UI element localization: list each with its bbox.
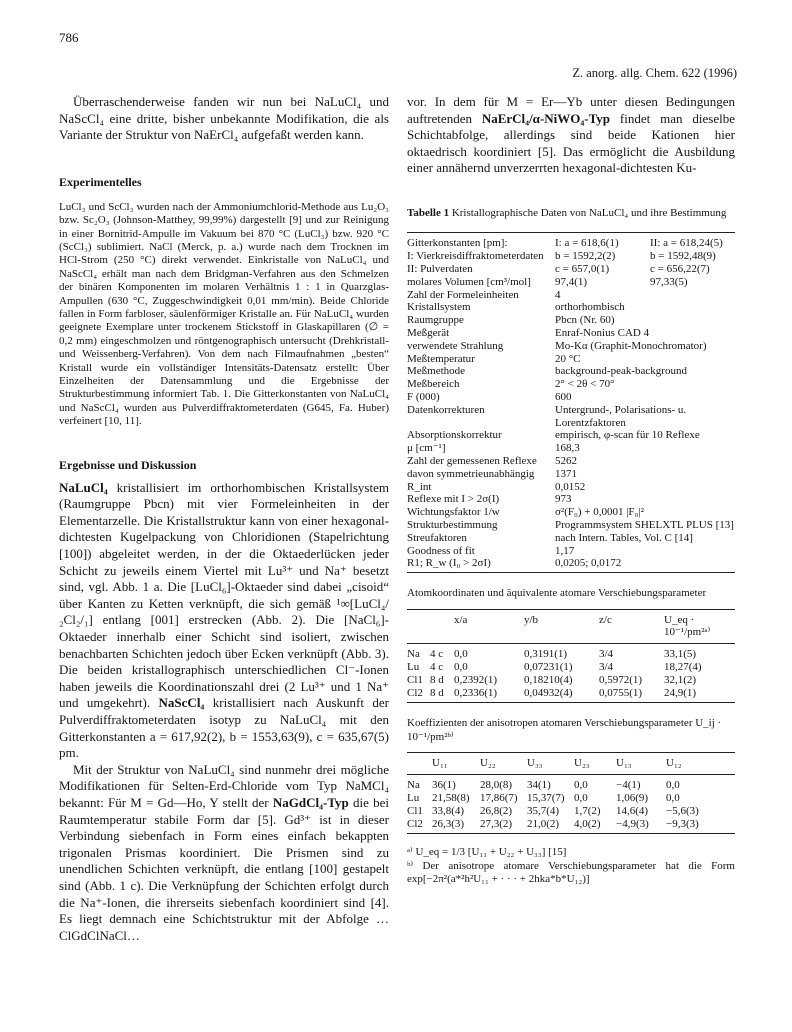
- param-value: 4: [555, 288, 561, 301]
- table-anisotropic-parameters: [407, 752, 735, 834]
- param-value: 1371: [555, 467, 577, 480]
- param-label: Reflexe mit I > 2σ(I): [407, 493, 500, 506]
- table3-caption: Koeffizienten der anisotropen atomaren Verschiebungsparameter U_ij · 10⁻¹/pm²ᵇ⁾: [407, 717, 722, 743]
- table-row: [407, 263, 735, 276]
- param-label: Absorptionskorrektur: [407, 429, 502, 442]
- table-cell: 0,07231(1): [524, 661, 573, 674]
- table-header-row: [407, 753, 735, 775]
- table-cell: 4 c: [430, 661, 444, 674]
- param-value-I: c = 657,0(1): [555, 263, 610, 276]
- table-row: [407, 644, 735, 661]
- table-row: [407, 545, 735, 558]
- param-value-I: 97,4(1): [555, 275, 588, 288]
- results-paragraph-2-a: Mit der Struktur von NaLuCl₄ sind nunmehr drei mögliche Modifikationen für Selten-Erd-Chloride vom Typ NaMCl₄ bekannt: Für M = Gd—Ho, Y stellt der: [59, 761, 389, 810]
- table-cell: 4 c: [430, 648, 444, 661]
- table-cell: 36(1): [432, 779, 456, 792]
- table-cell: 14,6(4): [616, 804, 649, 817]
- table-cell: Na: [407, 648, 420, 661]
- results-paragraph-2-b: die bei Raumtemperatur stabile Form dar [5]. Gd³⁺ ist in dieser Verbindung siebenfach in Form eines einfach bekappten trigonalen Prismas koordiniert. Die Prismen sind zu unendlichen Schichten verknüpft, die entlang [100] gestapelt sind (Abb. 1 c). Die Verknüpfung der Schichten erfolgt durch die Na⁺-Ionen, die ihrerseits siebenfach koordiniert sind [4]. Es liegt demnach eine Schichtstruktur mit der Abfolge …ClGdClNaCl…: [59, 794, 390, 943]
- footnote-b: ᵇ⁾ Der anisotrope atomare Verschiebungsparameter hat die Form exp[−2π²(a*²h²U₁₁ + · · · + 2hka*b*U₁₂)]: [407, 859, 735, 886]
- formula-nasccl4: NaScCl₄: [158, 695, 205, 711]
- table-cell: 15,37(7): [527, 792, 565, 805]
- naercl4-type: NaErCl₄/α-NiWO₄-Typ: [481, 110, 611, 126]
- table-cell: Na: [407, 779, 420, 792]
- table-cell: 3/4: [599, 661, 614, 674]
- left-column: [59, 94, 389, 944]
- column-header: y/b: [524, 609, 599, 644]
- table-cell: 0,0: [454, 661, 468, 674]
- table-cell: 8 d: [430, 687, 454, 703]
- table1-caption: [407, 207, 735, 221]
- param-value: Pbcn (Nr. 60): [555, 314, 615, 327]
- table-row: [407, 365, 735, 378]
- param-label: Meßgerät: [407, 327, 450, 340]
- column-header: U₂₃: [574, 753, 616, 775]
- table-row: [407, 506, 735, 519]
- table-row: [407, 276, 735, 289]
- param-value: background-peak-background: [555, 365, 687, 378]
- table-row: [407, 442, 735, 455]
- param-value-II: II: a = 618,24(5): [650, 233, 735, 250]
- experimental-paragraph: LuCl₃ und ScCl₃ wurden nach der Ammoniumchlorid-Methode aus Lu₂O₃ bzw. Sc₂O₃ (Johnson-Matthey, 99,99%) dargestellt [9] und zur Reinigung in einer Bornitrid-Ampulle im Vakuum bei 870 °C (LuCl₃) bzw. 920 °C (ScCl₃) sublimiert. NaCl (Merck, p. a.) wurde nach dem Trocknen im HCl-Strom (250 °C) direkt verwendet. Einkristalle von NaLuCl₄ und NaScCl₄ erhält man nach dem Bridgman-Verfahren aus den Schmelzen der binären Komponenten im molaren Verhältnis 1 : 1 in Quarzglas-Ampullen (630 °C, Zuggeschwindigkeit 0,01 mm/min). Beide Chloride fallen in Form farbloser, säulenförmiger Kristalle an. Für NaLuCl₄ wurden geeignete Exemplare unter trockenem Stickstoff in Glaskapillaren (∅ = 0,2 mm) eingeschmolzen und röntgenographisch untersucht (Drehkristall- und Weissenberg-Verfahren). Von dem nach Filmaufnahmen „besten“ Kristall wurde ein vollständiger Intensitäts-Datensatz erstellt: Über Einzelheiten der Datensammlung und die Ergebnisse der Strukturbestimmung informiert Tab. 1. Die Gitterkonstanten von NaLuCl₄ und NaScCl₄ wurden aus Pulverdiffraktometerdaten (G645, Fa. Huber) verfeinert [10, 11].: [59, 200, 389, 428]
- table-row: [407, 340, 735, 353]
- column-header: [407, 753, 432, 775]
- param-value: Enraf-Nonius CAD 4: [555, 327, 650, 340]
- table-row: [407, 532, 735, 545]
- param-label: I: Vierkreisdiffraktometerdaten: [407, 250, 544, 263]
- table-cell: 34(1): [527, 779, 551, 792]
- intro-paragraph: Überraschenderweise fanden wir nun bei NaLuCl₄ und NaScCl₄ eine dritte, bisher unbekannte Modifikation, die als Variante der Struktur von NaErCl₄ aufgefaßt werden kann.: [59, 94, 389, 143]
- table-cell: 0,3191(1): [524, 648, 568, 661]
- param-label: verwendete Strahlung: [407, 339, 504, 352]
- table-row: [407, 792, 735, 805]
- results-paragraph-2: [59, 762, 389, 945]
- column-header: U₁₂: [666, 753, 735, 775]
- column-header: [430, 609, 454, 644]
- table-cell: 0,5972(1): [599, 673, 643, 686]
- results-paragraph-1: [59, 480, 389, 762]
- table1-label: Tabelle 1: [407, 206, 450, 219]
- table-cell: 33,1(5): [664, 648, 697, 661]
- table-row: [407, 687, 735, 703]
- table-cell: 0,0: [666, 779, 680, 792]
- param-label: Streufaktoren: [407, 531, 467, 544]
- table-cell: 1,7(2): [574, 804, 601, 817]
- table-cell: 17,86(7): [480, 792, 518, 805]
- results-paragraph-1-text: kristallisiert im orthorhombischen Kristallsystem (Raumgruppe Pbcn) mit vier Formeleinheiten in der Elementarzelle. Die Kristallstruktur kann von einer hexagonal-dichtesten Kugelpackung von Chloridionen (Stapelrichtung [100]) abgeleitet werden, in der die Oktaederlücken jeder Schicht zu jeweils einem Viertel mit Lu³⁺ und Na⁺ besetzt sind, vgl. Abb. 1 a. Die [LuCl₆]-Oktaeder sind dabei „cisoid“ über Kanten zu Ketten verknüpft, die sich gemäß ¹∞[LuCl₄/₂Cl₂/₁] entlang [001] erstrecken (Abb. 2). Die [NaCl₆]-Oktaeder innerhalb einer Schicht sind isoliert, zwischen benachbarten Schichten jedoch über Ecken verknüpft (Abb. 3). Die beiden kristallographisch unterschiedlichen Cl⁻-Ionen haben jeweils die Koordinationszahl drei (2 Lu³⁺ und 1 Na⁺ und umgekehrt).: [59, 479, 389, 711]
- table-cell: Cl2: [407, 818, 432, 834]
- table-cell: Lu: [407, 792, 420, 805]
- param-value: 0,0205; 0,0172: [555, 557, 735, 572]
- param-label: Zahl der Formeleinheiten: [407, 288, 519, 301]
- table-row: [407, 674, 735, 687]
- table-cell: 0,0: [574, 792, 588, 805]
- param-value: Mo-Kα (Graphit-Monochromator): [555, 339, 707, 352]
- continuation-b: findet man dieselbe Schichtabfolge, allerdings sind beide Kationen hier oktaedrisch koordiniert [5]. Das ermöglicht die Ausbildung einer annähernd unverzerrten hexagonal-dichtesten Ku-: [407, 110, 735, 176]
- table-cell: 0,0: [666, 792, 680, 805]
- continuation-paragraph: [407, 94, 735, 177]
- table-cell: 24,9(1): [664, 687, 735, 703]
- table-cell: 0,0: [454, 648, 468, 661]
- param-label: Meßbereich: [407, 378, 460, 391]
- table-crystallographic-data: [407, 232, 735, 573]
- param-value: nach Intern. Tables, Vol. C [14]: [555, 531, 693, 544]
- table-cell: 4,0(2): [574, 818, 616, 834]
- table-row: [407, 378, 735, 391]
- table1-caption-text: Kristallographische Daten von NaLuCl₄ und ihre Bestimmung: [449, 206, 727, 219]
- column-header: U₂₂: [480, 753, 527, 775]
- table-row: [407, 429, 735, 442]
- param-value: empirisch, φ-scan für 10 Reflexe: [555, 429, 700, 442]
- table-cell: 1,06(9): [616, 792, 649, 805]
- table-cell: 28,0(8): [480, 779, 513, 792]
- param-label: R1; R_w (I₀ > 2σI): [407, 557, 555, 572]
- table-cell: 0,0755(1): [599, 687, 664, 703]
- table-row: [407, 519, 735, 532]
- table-cell: Cl1: [407, 673, 423, 686]
- table-cell: Cl2: [407, 687, 430, 703]
- param-label: μ [cm⁻¹]: [407, 442, 446, 455]
- table-cell: 33,8(4): [432, 804, 465, 817]
- journal-citation: Z. anorg. allg. Chem. 622 (1996): [572, 66, 737, 80]
- param-label: Gitterkonstanten [pm]:: [407, 233, 555, 250]
- param-value: σ²(F₀) + 0,0001 |F₀|²: [555, 506, 644, 519]
- param-label: molares Volumen [cm³/mol]: [407, 275, 531, 288]
- table-cell: 0,2392(1): [454, 673, 498, 686]
- param-value: 973: [555, 493, 572, 506]
- table-cell: 0,0: [574, 779, 588, 792]
- column-header: U₁₃: [616, 753, 666, 775]
- param-value: 0,0152: [555, 480, 586, 493]
- table-cell: −5,6(3): [666, 804, 699, 817]
- table-row: [407, 327, 735, 340]
- table-cell: Cl1: [407, 804, 423, 817]
- param-label: Meßtemperatur: [407, 352, 475, 365]
- param-label: Raumgruppe: [407, 314, 464, 327]
- param-value: 20 °C: [555, 352, 581, 365]
- right-column: [407, 94, 735, 886]
- table-cell: 26,8(2): [480, 804, 513, 817]
- param-label: R_int: [407, 480, 432, 493]
- table-row: [407, 391, 735, 404]
- table-row: [407, 314, 735, 327]
- param-label: Meßmethode: [407, 365, 466, 378]
- param-value: 1,17: [555, 544, 575, 557]
- results-paragraph-1-end: kristallisiert nach Auskunft der Pulverdiffraktometerdaten isotyp zu NaLuCl₄ mit den Gitterkonstanten a = 617,92(2), b = 1553,63(9), c = 635,67(5) pm.: [59, 695, 389, 761]
- param-label: Kristallsystem: [407, 301, 471, 314]
- table-cell: −9,3(3): [666, 818, 735, 834]
- param-label: Goodness of fit: [407, 544, 475, 557]
- param-label: Wichtungsfaktor 1/w: [407, 506, 500, 519]
- param-value: 5262: [555, 455, 577, 468]
- param-value: 2° < 2θ < 70°: [555, 378, 615, 391]
- param-value: orthorhombisch: [555, 301, 625, 314]
- param-value-I: b = 1592,2(2): [555, 250, 616, 263]
- param-value-II: 97,33(5): [650, 275, 688, 288]
- nagdcl4-type: NaGdCl₄-Typ: [272, 794, 349, 810]
- table-row: [407, 353, 735, 366]
- param-label: Strukturbestimmung: [407, 519, 498, 531]
- table-row: [407, 481, 735, 494]
- param-label: Datenkorrekturen: [407, 403, 485, 416]
- table-cell: 32,1(2): [664, 673, 697, 686]
- table-cell: 3/4: [599, 648, 614, 661]
- param-value: 600: [555, 391, 572, 404]
- param-label: II: Pulverdaten: [407, 263, 473, 276]
- table-cell: 18,27(4): [664, 661, 702, 674]
- param-label: Zahl der gemessenen Reflexe: [407, 455, 537, 468]
- table-row: [407, 805, 735, 818]
- table2-caption: Atomkoordinaten und äquivalente atomare Verschiebungsparameter: [407, 587, 707, 600]
- table-row: [407, 250, 735, 263]
- param-value-II: c = 656,22(7): [650, 263, 710, 276]
- param-value-I: I: a = 618,6(1): [555, 233, 650, 250]
- table-cell: −4,9(3): [616, 818, 666, 834]
- table-row: [407, 493, 735, 506]
- table-atomic-coordinates: [407, 609, 735, 704]
- column-header: U₁₁: [432, 753, 480, 775]
- table-cell: 27,3(2): [480, 818, 527, 834]
- table-cell: 0,18210(4): [524, 673, 573, 686]
- table-cell: 26,3(3): [432, 818, 480, 834]
- formula-nalucl4: NaLuCl₄: [59, 479, 108, 495]
- table-row: [407, 468, 735, 481]
- table-row: [407, 233, 735, 250]
- param-value: 168,3: [555, 442, 580, 455]
- table-cell: 21,0(2): [527, 818, 574, 834]
- column-header: [407, 609, 430, 644]
- table-cell: 0,04932(4): [524, 687, 599, 703]
- param-label: davon symmetrieunabhängig: [407, 467, 535, 480]
- table-cell: 35,7(4): [527, 804, 560, 817]
- footnote-a: ᵃ⁾ U_eq = 1/3 [U₁₁ + U₂₂ + U₃₃] [15]: [407, 846, 567, 859]
- column-header: U_eq · 10⁻¹/pm²ᵃ⁾: [664, 609, 735, 644]
- table-row: [407, 818, 735, 834]
- table-row: [407, 301, 735, 314]
- column-header: x/a: [454, 609, 524, 644]
- table-row: [407, 775, 735, 792]
- column-header: U₃₃: [527, 753, 574, 775]
- table-row: [407, 455, 735, 468]
- param-value: Programmsystem SHELXTL PLUS [13]: [555, 519, 734, 531]
- param-label: F (000): [407, 391, 440, 404]
- param-value: Untergrund-, Polarisations- u. Lorentzfaktoren: [555, 403, 687, 429]
- table-row: [407, 289, 735, 302]
- table-cell: 21,58(8): [432, 792, 470, 805]
- table-row: [407, 404, 735, 430]
- page-number: 786: [59, 30, 79, 45]
- table-header-row: [407, 609, 735, 644]
- table-row: [407, 661, 735, 674]
- table-row: [407, 557, 735, 572]
- param-value-II: b = 1592,48(9): [650, 250, 716, 263]
- continuation-a: vor. In dem für M = Er—Yb unter diesen Bedingungen auftretenden: [407, 94, 735, 126]
- table-cell: 8 d: [430, 673, 444, 686]
- table-cell: Lu: [407, 661, 420, 674]
- column-header: z/c: [599, 609, 664, 644]
- table-cell: 0,2336(1): [454, 687, 524, 703]
- results-heading: Ergebnisse und Diskussion: [59, 457, 197, 472]
- experimental-heading: Experimentelles: [59, 174, 142, 189]
- table-cell: −4(1): [616, 779, 641, 792]
